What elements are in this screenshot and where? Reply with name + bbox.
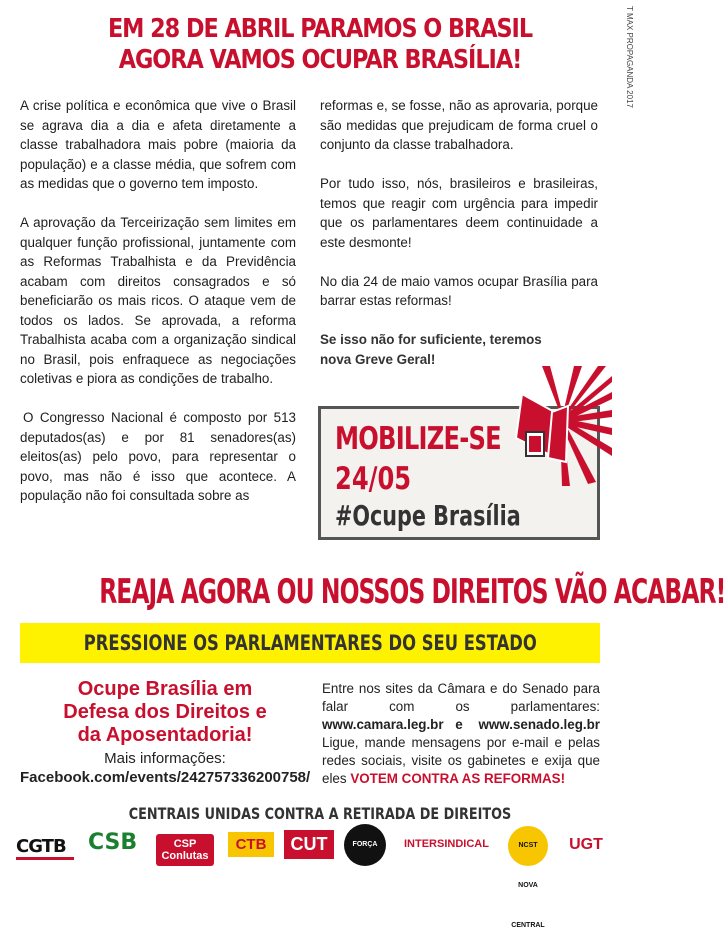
headline-line-2: AGORA VAMOS OCUPAR BRASÍLIA! xyxy=(118,45,522,75)
logo-cgtb: CGTB xyxy=(16,826,74,866)
pressione-banner xyxy=(20,623,600,663)
ocupe-line-3: da Aposentadoria! xyxy=(77,724,253,746)
senado-link[interactable]: www.senado.leg.br xyxy=(478,717,600,732)
logo-csb: CSB xyxy=(88,830,138,855)
ocupe-block xyxy=(20,678,310,787)
logo-cut: CUT xyxy=(284,826,334,866)
body-left-column xyxy=(20,96,296,525)
credit-text: T MAX PROPAGANDA 2017 xyxy=(625,6,634,108)
body-right-column xyxy=(320,96,598,389)
pressione-text: PRESSIONE OS PARLAMENTARES DO SEU ESTADO xyxy=(83,631,537,655)
logo-intersindical: INTERSINDICAL xyxy=(404,838,489,850)
headline xyxy=(79,14,561,76)
sites-instructions: Ligue, mande mensagens por e-mail e pelas redes sociais, visite os gabinetes e exija que eles xyxy=(322,735,600,786)
camara-link[interactable]: www.camara.leg.br xyxy=(322,717,444,732)
closing-line: Se isso não for suficiente, teremos nova Greve Geral! xyxy=(320,332,542,367)
mobilize-date: 24/05 xyxy=(335,461,412,497)
paragraph: No dia 24 de maio vamos ocupar Brasília para barrar estas reformas! xyxy=(320,273,598,308)
sites-block xyxy=(322,680,600,788)
paragraph: Por tudo isso, nós, brasileiros e brasileiras, temos que reagir com urgência para impedir que os parlamentares deem continuidade a este desmonte! xyxy=(320,176,598,250)
paragraph: O Congresso Nacional é composto por 513 deputados(as) e por 81 senadores(as) eleitos(as) pelo povo, para representar o povo, mas não é isso que acontece. A população não foi consultada sobre as xyxy=(20,410,296,503)
centrais-title: CENTRAIS UNIDAS CONTRA A RETIRADA DE DIREITOS xyxy=(128,804,512,823)
logo-ugt: UGT xyxy=(569,836,603,853)
paragraph: reformas e, se fosse, não as aprovaria, porque são medidas que prejudicam de forma cruel o conjunto da classe trabalhadora. xyxy=(320,98,598,152)
slogan: REAJA AGORA OU NOSSOS DIREITOS VÃO ACABAR! xyxy=(99,572,725,612)
ocupe-line-2: Defesa dos Direitos e xyxy=(63,701,267,723)
paragraph: A aprovação da Terceirização sem limites em qualquer função profissional, juntamente com as Reformas Trabalhista e da Previdência acabam com direitos consagrados e só beneficiarão os mais ricos. O ataque vem de todos os lados. Se aprovada, a reforma Trabalhista acaba com a organização sindical no Brasil, pois enfraquece as negociações coletivas e piora as condições de trabalho. xyxy=(20,215,296,386)
sites-intro: Entre nos sites da Câmara e do Senado para falar com os parlamentares: xyxy=(322,681,600,714)
logo-ncst: NCST NOVA CENTRAL xyxy=(508,826,550,866)
logo-csp-conlutas: CSP Conlutas xyxy=(156,826,214,866)
paragraph: A crise política e econômica que vive o Brasil se agrava dia a dia e afeta diretamente a classe trabalhadora mais pobre (maioria da população) e a classe média, que sofrem com as medidas que o governo tem imposto. xyxy=(20,98,296,191)
headline-line-1: EM 28 DE ABRIL PARAMOS O BRASIL xyxy=(107,14,533,44)
facebook-link[interactable]: Facebook.com/events/242757336200758/ xyxy=(20,769,311,786)
mobilize-hashtag: #Ocupe Brasília xyxy=(335,499,521,532)
vote-against: VOTEM CONTRA AS REFORMAS! xyxy=(350,771,566,786)
more-info-label: Mais informações: xyxy=(104,750,226,767)
mobilize-title: MOBILIZE-SE xyxy=(335,421,501,457)
megaphone-icon xyxy=(512,366,612,492)
logo-forca-sindical: FORÇA SINDICAL xyxy=(344,826,388,866)
logo-ctb: CTB xyxy=(228,826,274,866)
ocupe-line-1: Ocupe Brasília em xyxy=(77,678,253,700)
sites-and: e xyxy=(455,717,463,732)
